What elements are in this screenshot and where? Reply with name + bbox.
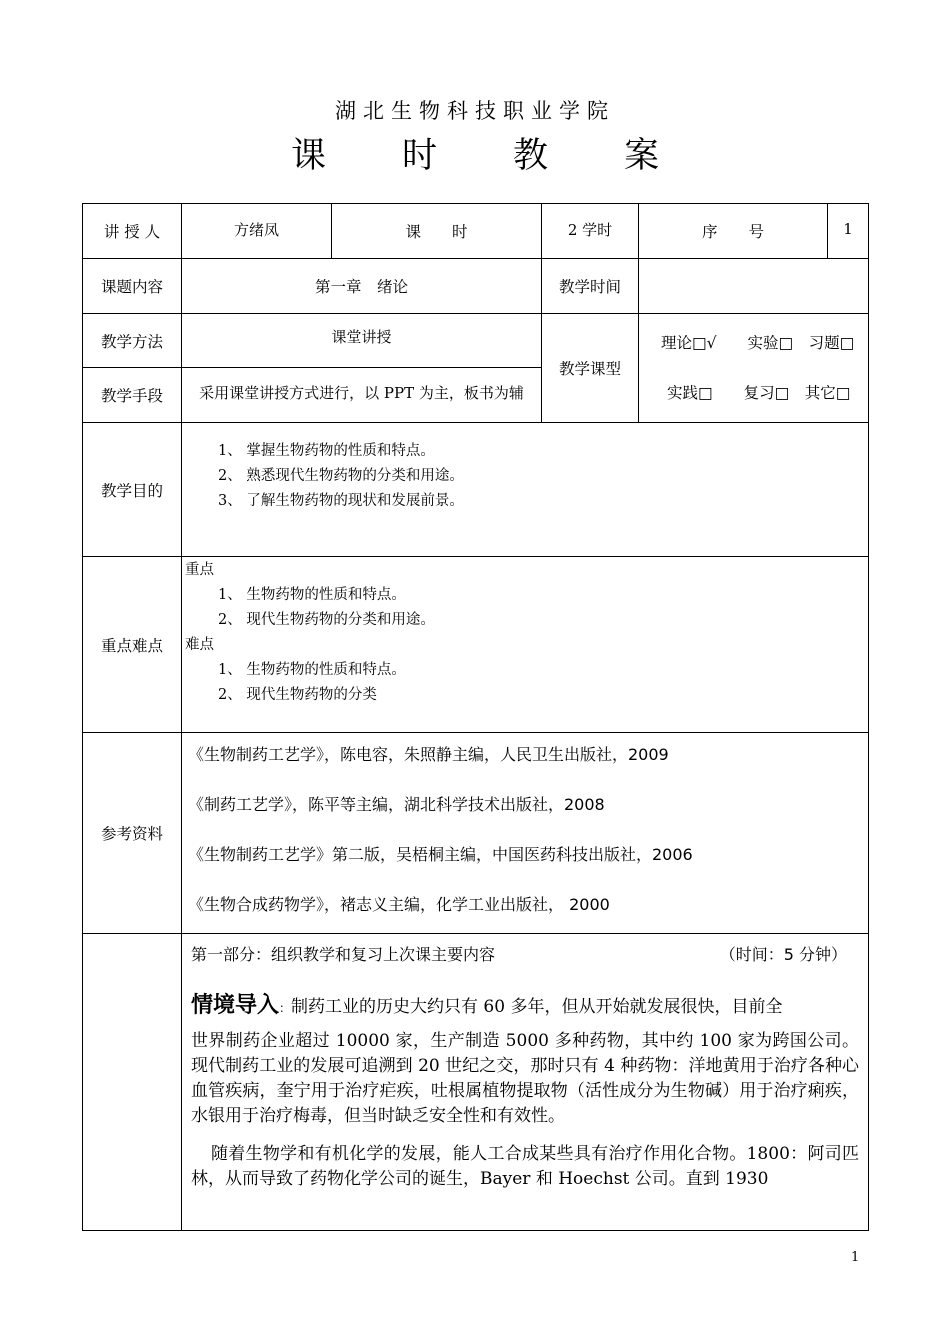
lesson-type-row-1: 理论□√ 实验□ 习题□ — [661, 334, 855, 352]
lesson-type-row-2: 实践□ 复习□ 其它□ — [667, 384, 851, 402]
teaching-time-label: 教学时间 — [541, 258, 638, 313]
intro-first-line — [191, 989, 859, 1023]
references-label: 参考资料 — [83, 732, 181, 933]
means-label: 教学手段 — [83, 367, 181, 422]
lecturer-label: 讲 授 人 — [103, 223, 161, 241]
title-char: 时 — [401, 136, 437, 176]
method-label: 教学方法 — [83, 313, 181, 367]
reference-item: 《生物制药工艺学》第二版，吴梧桐主编，中国医药科技出版社，2006 — [188, 845, 693, 864]
title-char: 案 — [624, 136, 660, 176]
content-cell — [181, 933, 868, 1230]
reference-item: 《制药工艺学》，陈平等主编，湖北科学技术出版社，2008 — [188, 795, 605, 814]
sequence-value: 1 — [827, 204, 868, 258]
objective-item: 2、 熟悉现代生物药物的分类和用途。 — [218, 468, 464, 484]
key-points-label: 重点难点 — [83, 556, 181, 732]
history-paragraph: 随着生物学和有机化学的发展，能人工合成某些具有治疗作用化合物。1800：阿司匹林，从而导致了药物化学公司的诞生，Bayer 和 Hoechst 公司。直到 1930 — [191, 1144, 859, 1189]
title-char: 教 — [513, 136, 549, 176]
topic-value: 第一章 绪论 — [181, 258, 541, 313]
lesson-type-label: 教学课型 — [541, 313, 638, 422]
reference-item: 《生物合成药物学》，褚志义主编，化学工业出版社， 2000 — [188, 895, 610, 914]
references-list — [181, 732, 868, 933]
reference-item: 《生物制药工艺学》，陈电容，朱照静主编，人民卫生出版社，2009 — [188, 745, 669, 764]
key-points-content — [181, 556, 868, 732]
title-char: 课 — [290, 136, 326, 176]
hours-value: 2 学时 — [541, 204, 638, 258]
objective-item: 3、 了解生物药物的现状和发展前景。 — [218, 493, 464, 509]
lesson-plan-table — [82, 203, 869, 1231]
key-item: 2、 现代生物药物的分类和用途。 — [218, 612, 435, 628]
part1-time: （时间：5 分钟） — [719, 945, 847, 964]
difficult-item: 2、 现代生物药物的分类 — [218, 687, 377, 703]
method-value: 课堂讲授 — [181, 313, 541, 367]
key-heading: 重点 — [185, 562, 214, 578]
hours-label: 课 时 — [331, 204, 541, 258]
intro-heading: 情境导入 — [191, 993, 280, 1018]
objective-item: 1、 掌握生物药物的性质和特点。 — [218, 443, 435, 459]
intro-text-line: 制药工业的历史大约只有 60 多年，但从开始就发展很快，目前全 — [291, 997, 783, 1017]
part1-header — [191, 934, 859, 976]
difficult-item: 1、 生物药物的性质和特点。 — [218, 662, 406, 678]
difficult-heading: 难点 — [185, 637, 214, 653]
key-item: 1、 生物药物的性质和特点。 — [218, 587, 406, 603]
objectives-list — [181, 422, 868, 556]
document-title — [0, 128, 950, 178]
sequence-label: 序 号 — [638, 204, 827, 258]
lesson-type-options — [638, 313, 868, 422]
part1-title: 第一部分：组织教学和复习上次课主要内容 — [191, 945, 496, 964]
page-number: 1 — [851, 1250, 860, 1265]
teaching-time-value — [638, 258, 868, 313]
lecturer-value: 方绪凤 — [181, 204, 331, 258]
objectives-label: 教学目的 — [83, 422, 181, 556]
intro-paragraph: 世界制药企业超过 10000 家，生产制造 5000 多种药物，其中约 100 家为跨国公司。现代制药工业的发展可追溯到 20 世纪之交，那时只有 4 种药物：洋地黄用于治疗各种心血管疾病，奎宁用于治疗疟疾，吐根属植物提取物（活性成分为生物碱）用于治疗痢疾，水银用于治疗梅毒，但当时缺乏安全性和有效性。 — [191, 1031, 859, 1126]
intro-colon: ： — [279, 1001, 292, 1015]
school-name: 湖北生物科技职业学院 — [335, 99, 615, 123]
content-label-cell — [83, 933, 181, 1230]
means-value: 采用课堂讲授方式进行，以 PPT 为主，板书为辅 — [181, 367, 541, 422]
topic-label: 课题内容 — [83, 258, 181, 313]
